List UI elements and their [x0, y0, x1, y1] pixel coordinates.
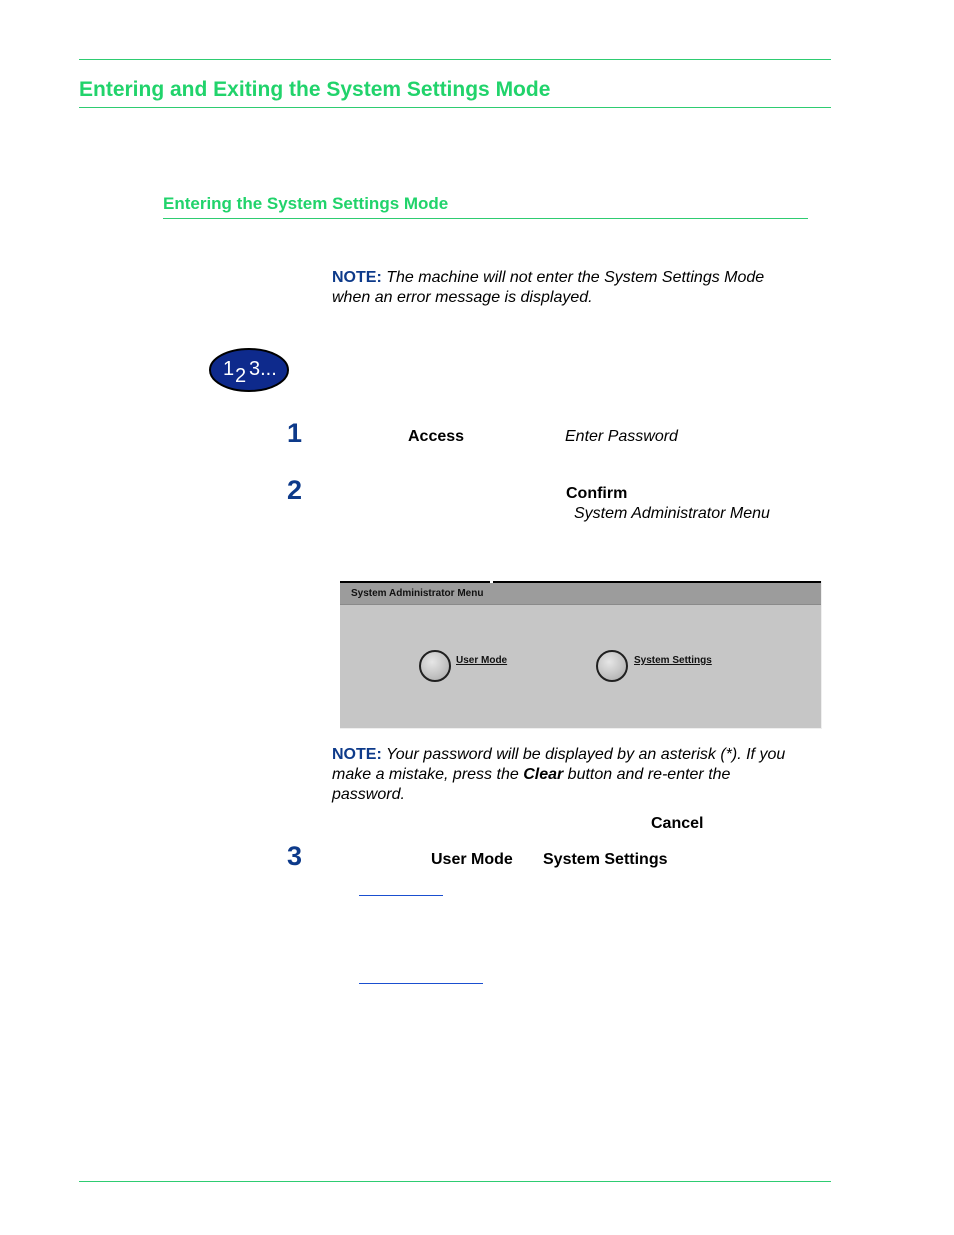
top-rule [79, 59, 831, 60]
title-underline [79, 107, 831, 108]
note-label: NOTE: [332, 746, 382, 763]
step-1-keyword: Access [408, 428, 465, 445]
link-underline-2[interactable] [359, 983, 483, 984]
cancel-keyword: Cancel [651, 815, 704, 832]
steps-icon [209, 348, 289, 392]
user-mode-label[interactable]: User Mode [456, 655, 508, 666]
step-3-keyword-system-settings: System Settings [543, 851, 668, 868]
page-title: Entering and Exiting the System Settings Mode [79, 78, 551, 101]
bottom-rule [79, 1181, 831, 1182]
section-underline [163, 218, 808, 219]
note-label: NOTE: [332, 269, 382, 286]
steps-icon-digit-2: 2 [235, 365, 247, 387]
note-error-message: NOTE: The machine will not enter the System Settings Mode when an error message is displayed. [332, 269, 765, 306]
steps-icon-digit-1: 1 [223, 358, 235, 380]
system-settings-label[interactable]: System Settings [634, 655, 712, 666]
steps-icon-digit-3: 3... [249, 358, 277, 380]
screen-title-bar [340, 583, 821, 605]
step-2-keyword: Confirm [566, 485, 628, 502]
step-1-number: 1 [287, 418, 303, 448]
step-1-screen-name: Enter Password [565, 428, 678, 445]
step-2-screen-name: System Administrator Menu [574, 505, 770, 522]
system-administrator-screen [340, 581, 822, 729]
note-password: NOTE: Your password will be displayed by an asterisk (*). If you make a mistake, press the Clear button and re-enter the password. [332, 746, 786, 803]
clear-keyword: Clear [523, 766, 564, 783]
step-2-number: 2 [287, 475, 303, 505]
step-3-keyword-user-mode: User Mode [431, 851, 513, 868]
user-mode-button[interactable] [419, 650, 451, 682]
step-3-number: 3 [287, 841, 303, 871]
system-settings-button[interactable] [596, 650, 628, 682]
screen-title: System Administrator Menu [351, 588, 484, 599]
link-underline-1[interactable] [359, 895, 443, 896]
section-heading: Entering the System Settings Mode [163, 194, 449, 213]
